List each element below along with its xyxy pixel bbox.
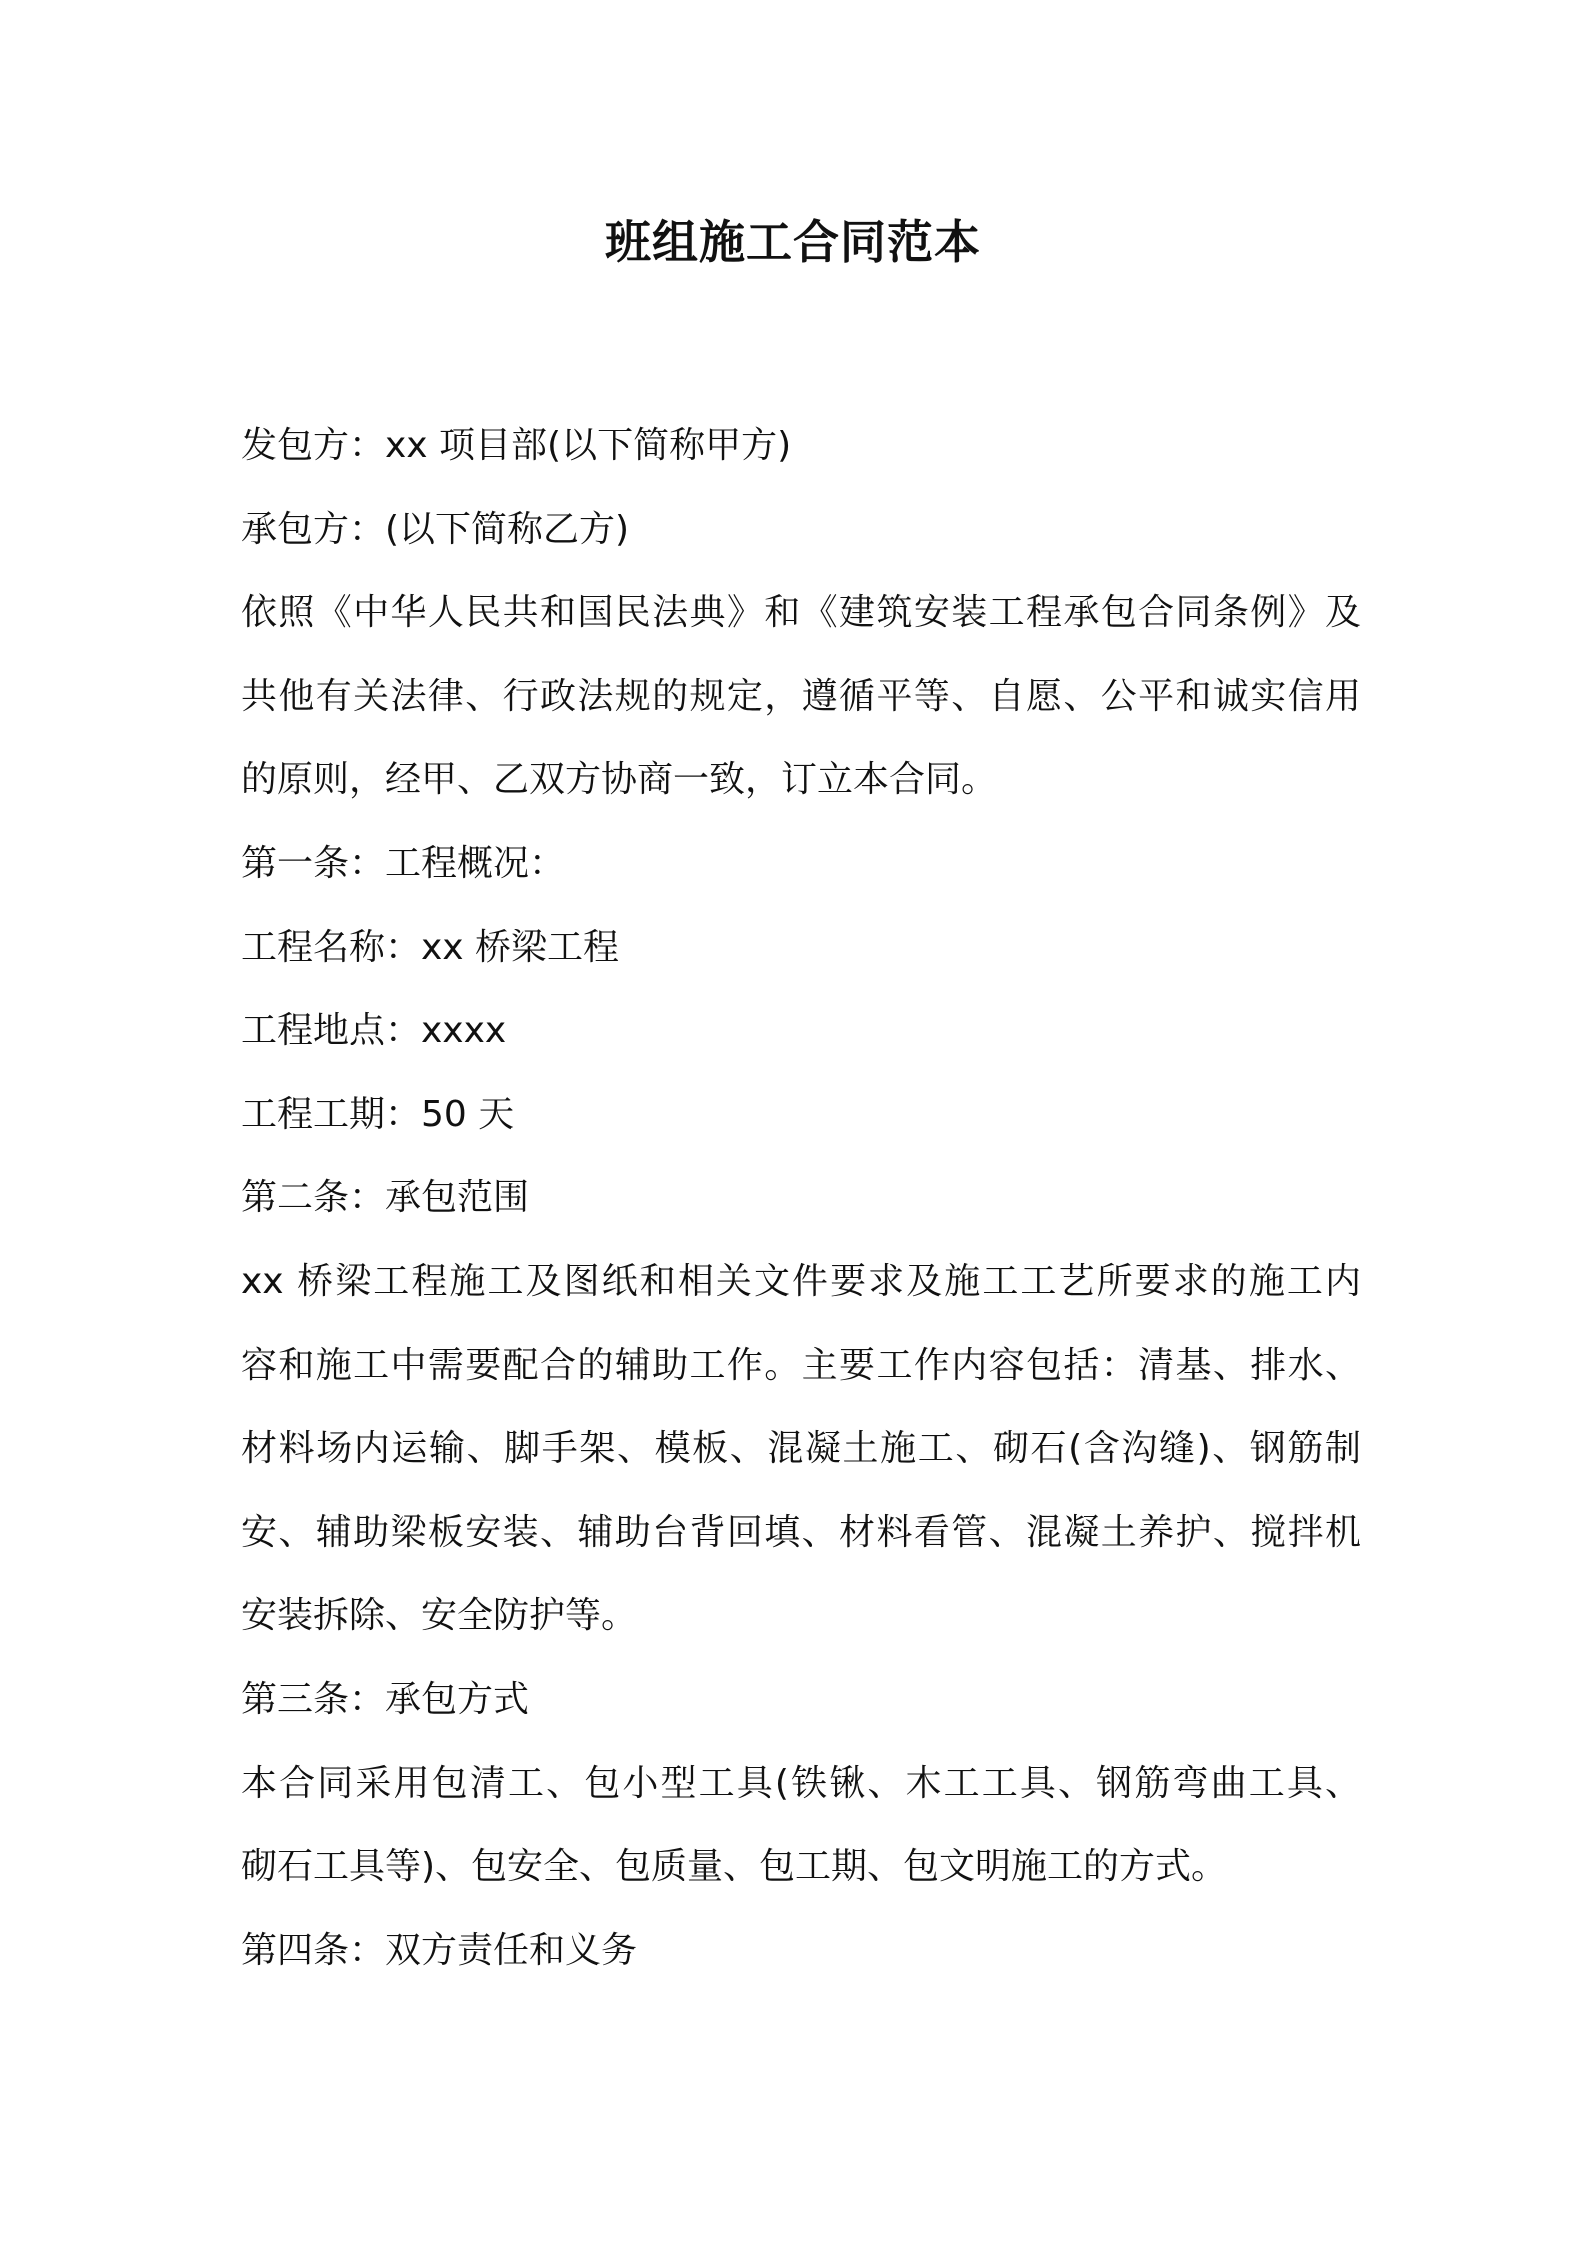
text-line: 第三条：承包方式: [241, 1678, 530, 1720]
text-line: 工程名称：xx 桥梁工程: [241, 926, 620, 968]
text-line: 工程地点：xxxx: [241, 1010, 507, 1052]
text-line: 的原则，经甲、乙双方协商一致，订立本合同。: [241, 759, 998, 801]
text-line: 发包方：xx 项目部(以下简称甲方): [241, 425, 792, 466]
text-line: 安、辅助梁板安装、辅助台背回填、材料看管、混凝土养护、搅拌机: [241, 1511, 1361, 1553]
text-line: 容和施工中需要配合的辅助工作。主要工作内容包括：清基、排水、: [241, 1344, 1361, 1386]
text-line: 第四条：双方责任和义务: [241, 1929, 638, 1971]
text-line: 第二条：承包范围: [241, 1177, 530, 1219]
document-title: 班组施工合同范本: [605, 215, 981, 269]
text-line: 安装拆除、安全防护等。: [241, 1595, 638, 1637]
text-line: 工程工期：50 天: [241, 1093, 515, 1135]
text-line: 砌石工具等)、包安全、包质量、包工期、包文明施工的方式。: [241, 1846, 1228, 1888]
text-line: xx 桥梁工程施工及图纸和相关文件要求及施工工艺所要求的施工内: [241, 1260, 1361, 1302]
text-line: 依照《中华人民共和国民法典》和《建筑安装工程承包合同条例》及: [241, 592, 1361, 634]
text-line: 第一条：工程概况：: [241, 842, 566, 884]
text-line: 本合同采用包清工、包小型工具(铁锹、木工工具、钢筋弯曲工具、: [241, 1762, 1361, 1804]
text-line: 材料场内运输、脚手架、模板、混凝土施工、砌石(含沟缝)、钢筋制: [241, 1428, 1361, 1470]
text-line: 承包方：(以下简称乙方): [241, 508, 630, 550]
document-body: [241, 404, 1361, 1992]
text-line: 共他有关法律、行政法规的规定，遵循平等、自愿、公平和诚实信用: [241, 675, 1361, 717]
